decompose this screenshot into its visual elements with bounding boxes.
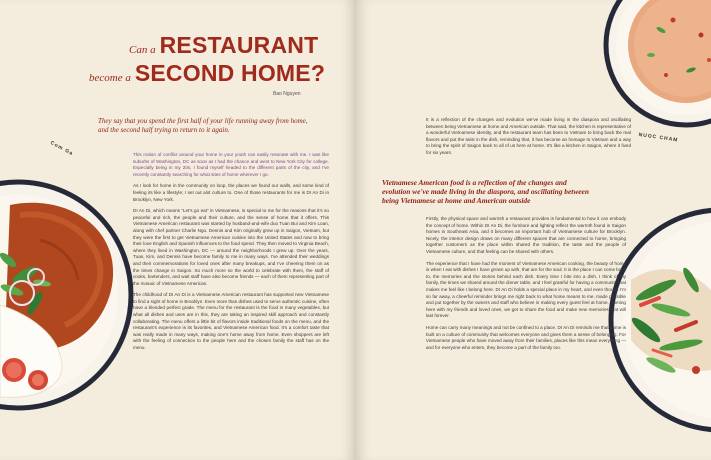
left-body-paragraph: The childhood of DI An Di is a Vietnamese American restaurant has supported new Vietnamese to find a sight of home in Brooklyn. Even more than dishes used to serve authentic cuisine, often have a blended perfect grade. The menu for the restaurant is the food in many vegetables, but what all dishes and uses are in this, they are taking an inspired skill approach and constantly collaborating. The menu offers a little bit of flavors inside traditional foods on the menu, and the restaurant’s experience is its favorites, and Vietnamese American food. It’s a comfort taste that was really made in many ways, making one’s home away from home. Even shoppers are left with the feeling of connection to the people here and the chosen family the staff has on the menu. <box>133 292 329 351</box>
com-ga-plate-illustration <box>0 165 150 425</box>
right-body-paragraph: It is a reflection of the changes and evolution we’ve made living in the diaspora and oscillating between being Vietnamese at home and American outside. That said, the kitchen is representative of a wonderful Vietnamese identity, and the restaurant team has been to Vietnam to bring back the real flavors and put the twist in the dish, reminding that, it has become an homage to Vietnam and a way to bring the spirit of Saigon back to all of us here at home. It’s like a kitchen in Saigon, where it lived for six years. <box>426 117 631 155</box>
left-body-paragraph: As I look for home in the community on loop, the places we found our walls, and some kind of feeling its like a lifestyle; I set out alot culture to. One of those restaurants for me is DI An Di in Brooklyn, New York. <box>133 183 329 202</box>
com-ga-label: Com Ga <box>49 140 75 158</box>
right-body-top <box>426 117 631 162</box>
title-line-1 <box>129 32 318 59</box>
title-can-a: Can a <box>129 44 156 56</box>
right-body-paragraph: Firstly, the physical space and warmth a restaurant provides is fundamental to how it can embody the concept of home. Within DI An Di, the furniture and lighting reflect the warmth found in Saigon homes in Southeast Asia, and it becomes an important hub of Vietnamese culture for Brooklyn. Nicely, the interior design draws on many different spaces that are connected to home, bringing together customers as the place within shared the tradition, the taste and the people of Vietnamese culture, and that feeling can be shared with others. <box>426 216 626 254</box>
title-line-2 <box>89 60 325 87</box>
right-body-paragraph: Home can carry many meanings and not be confined to a place. DI An Di reminds me that home is built on a culture of community that welcomes everyone and gives them a sense of belonging. For Vietnamese people who have moved away from their families, places like this mean everything — and for everyone who enters, they become a part of the family too. <box>426 324 626 350</box>
lead-paragraph: They say that you spend the first half of your life running away from home, and the second half trying to return to it again. <box>98 117 308 134</box>
title-second-home: SECOND HOME? <box>134 60 326 86</box>
byline: Bao Nguyen <box>273 91 301 97</box>
title-restaurant: RESTAURANT <box>159 32 319 58</box>
left-page <box>0 0 355 460</box>
right-body-text <box>426 216 626 356</box>
right-body-paragraph: The experience that I have had the moment of Vietnamese American cooking, the beauty of home is when I eat with dishes I have grown up with, that are for the soul. It is the place I can come back to, the memories and the stories behind each dish. Every time I bite into a dish, I think of my family, the times we shared around the dinner table, and I feel grateful for having a community that makes me feel like I belong here. DI An Di holds a special place in my heart, and even though I’m so far away, a cheerful reminder brings me right back to what home means to me, made possible and put together by the owners and staff who believe in making every guest feel at home. Coming here with my friends and loved ones, we get to share the food and make new memories that will last forever. <box>426 260 626 319</box>
nuoc-cham-label: NUOC CHAM <box>638 132 679 144</box>
left-body-paragraph: DI An Di, which means “Let’s go eat” in Vietnamese, is special to me for the reasons that it’s so peaceful and rich, the people and their culture, and the sense of home that it offers. This Vietnamese American restaurant was started by husband-and-wife duo Tuan Bui and Kim Loan, along with chef partner Charlie Ngo. Dennis and Kim originally grew up in Saigon, Vietnam, but they were the first to get Vietnamese American cuisine into the United States and now to bring their love English and Spanish influences to the food spend. They then moved to Virginia Beach, where they lived in Washington, DC — around the neighborhoods I grew up. Over the years, Tuan, Kim, and Dennis have become family to me in many ways. I’ve attended their weddings and their commemorations for loved ones after many breakups, and I’ve cheering them on as the times change in Saigon. So much more so the world to celebrate with them, the staff of cooks, bartenders, and wait staff have also become friends — each of them representing part of the mosaic of Vietnamese American. <box>133 208 329 286</box>
title-become-a: become a <box>89 72 131 84</box>
pull-quote: Vietnamese American food is a reflection of the changes and evolution we've made living in the diaspora, and oscillating between being Vietnamese at home and American outside <box>382 178 589 206</box>
left-body-paragraph: This notion of conflict around your home in your youth can easily resonate with me. I was like suburbs of Washington, DC as soon as I had the chance and went to New York City for college. Especially being in my 20s, I found myself headed to the different parts of the city, and I’ve recently constantly searching for what sites of home wherever I go. <box>133 152 329 177</box>
right-page <box>356 0 711 460</box>
left-body-text <box>133 152 329 357</box>
